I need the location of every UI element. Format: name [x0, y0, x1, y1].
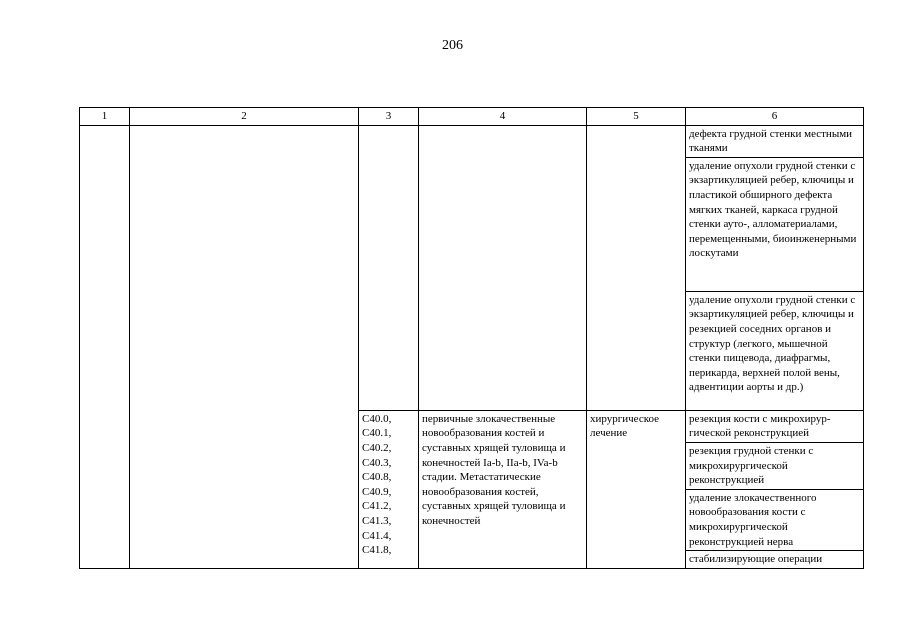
method-cell: стабилизирующие операции — [686, 551, 864, 569]
method-cell: удаление опухоли грудной стенки с экзартикуляцией ребер, ключицы и пластикой обширного дефекта мягких тканей, каркаса грудной стенки ауто-, алломатериалами, перемещенными, биоинженерными лоскутами — [686, 157, 864, 291]
header-cell-1: 1 — [80, 108, 130, 126]
header-cell-6: 6 — [686, 108, 864, 126]
icd-code: C41.8, — [362, 544, 392, 557]
diagnosis-cell: первичные злокачественные новообразования костей и суставных хрящей туловища и конечностей Ia-b, IIa-b, IVa-b стадии. Метастатические новообразования костей, суставных хрящей туловища и конечностей — [419, 410, 587, 568]
method-cell: дефекта грудной стенки местными тканями — [686, 125, 864, 157]
page-number: 206 — [442, 38, 463, 53]
procedures-table — [79, 107, 864, 569]
empty-cell-col1 — [80, 125, 130, 568]
icd-code: C41.3, — [362, 514, 392, 527]
method-cell: резекция грудной стенки с микрохирургической реконструкцией — [686, 442, 864, 489]
header-cell-3: 3 — [359, 108, 419, 126]
icd-code: C40.1, — [362, 427, 392, 440]
empty-cell-col3 — [359, 125, 419, 410]
icd-code: C40.3, — [362, 456, 392, 469]
empty-cell-col2 — [130, 125, 359, 568]
header-cell-5: 5 — [587, 108, 686, 126]
icd-code: C41.2, — [362, 500, 392, 513]
method-cell: удаление злокачественного новообразования кости с микрохирургической реконструкцией нерва — [686, 489, 864, 550]
header-cell-2: 2 — [130, 108, 359, 126]
header-row — [80, 108, 864, 126]
icd-code: C40.9, — [362, 485, 392, 498]
empty-cell-col5 — [587, 125, 686, 410]
icd-code: C40.8, — [362, 471, 392, 484]
code-cell — [359, 410, 419, 568]
method-cell: удаление опухоли грудной стенки с экзартикуляцией ребер, ключицы и резекцией соседних органов и структур (легкого, мышечной стенки пищевода, диафрагмы, перикарда, верхней полой вены, адвентиции аорты и др.) — [686, 291, 864, 410]
icd-code: C40.0, — [362, 412, 392, 425]
icd-code: C41.4, — [362, 529, 392, 542]
method-cell: резекция кости с микрохирур-гической реконструкцией — [686, 410, 864, 442]
icd-code: C40.2, — [362, 441, 392, 454]
treatment-type-cell: хирургическое лечение — [587, 410, 686, 568]
table-row — [80, 125, 864, 157]
header-cell-4: 4 — [419, 108, 587, 126]
empty-cell-col4 — [419, 125, 587, 410]
